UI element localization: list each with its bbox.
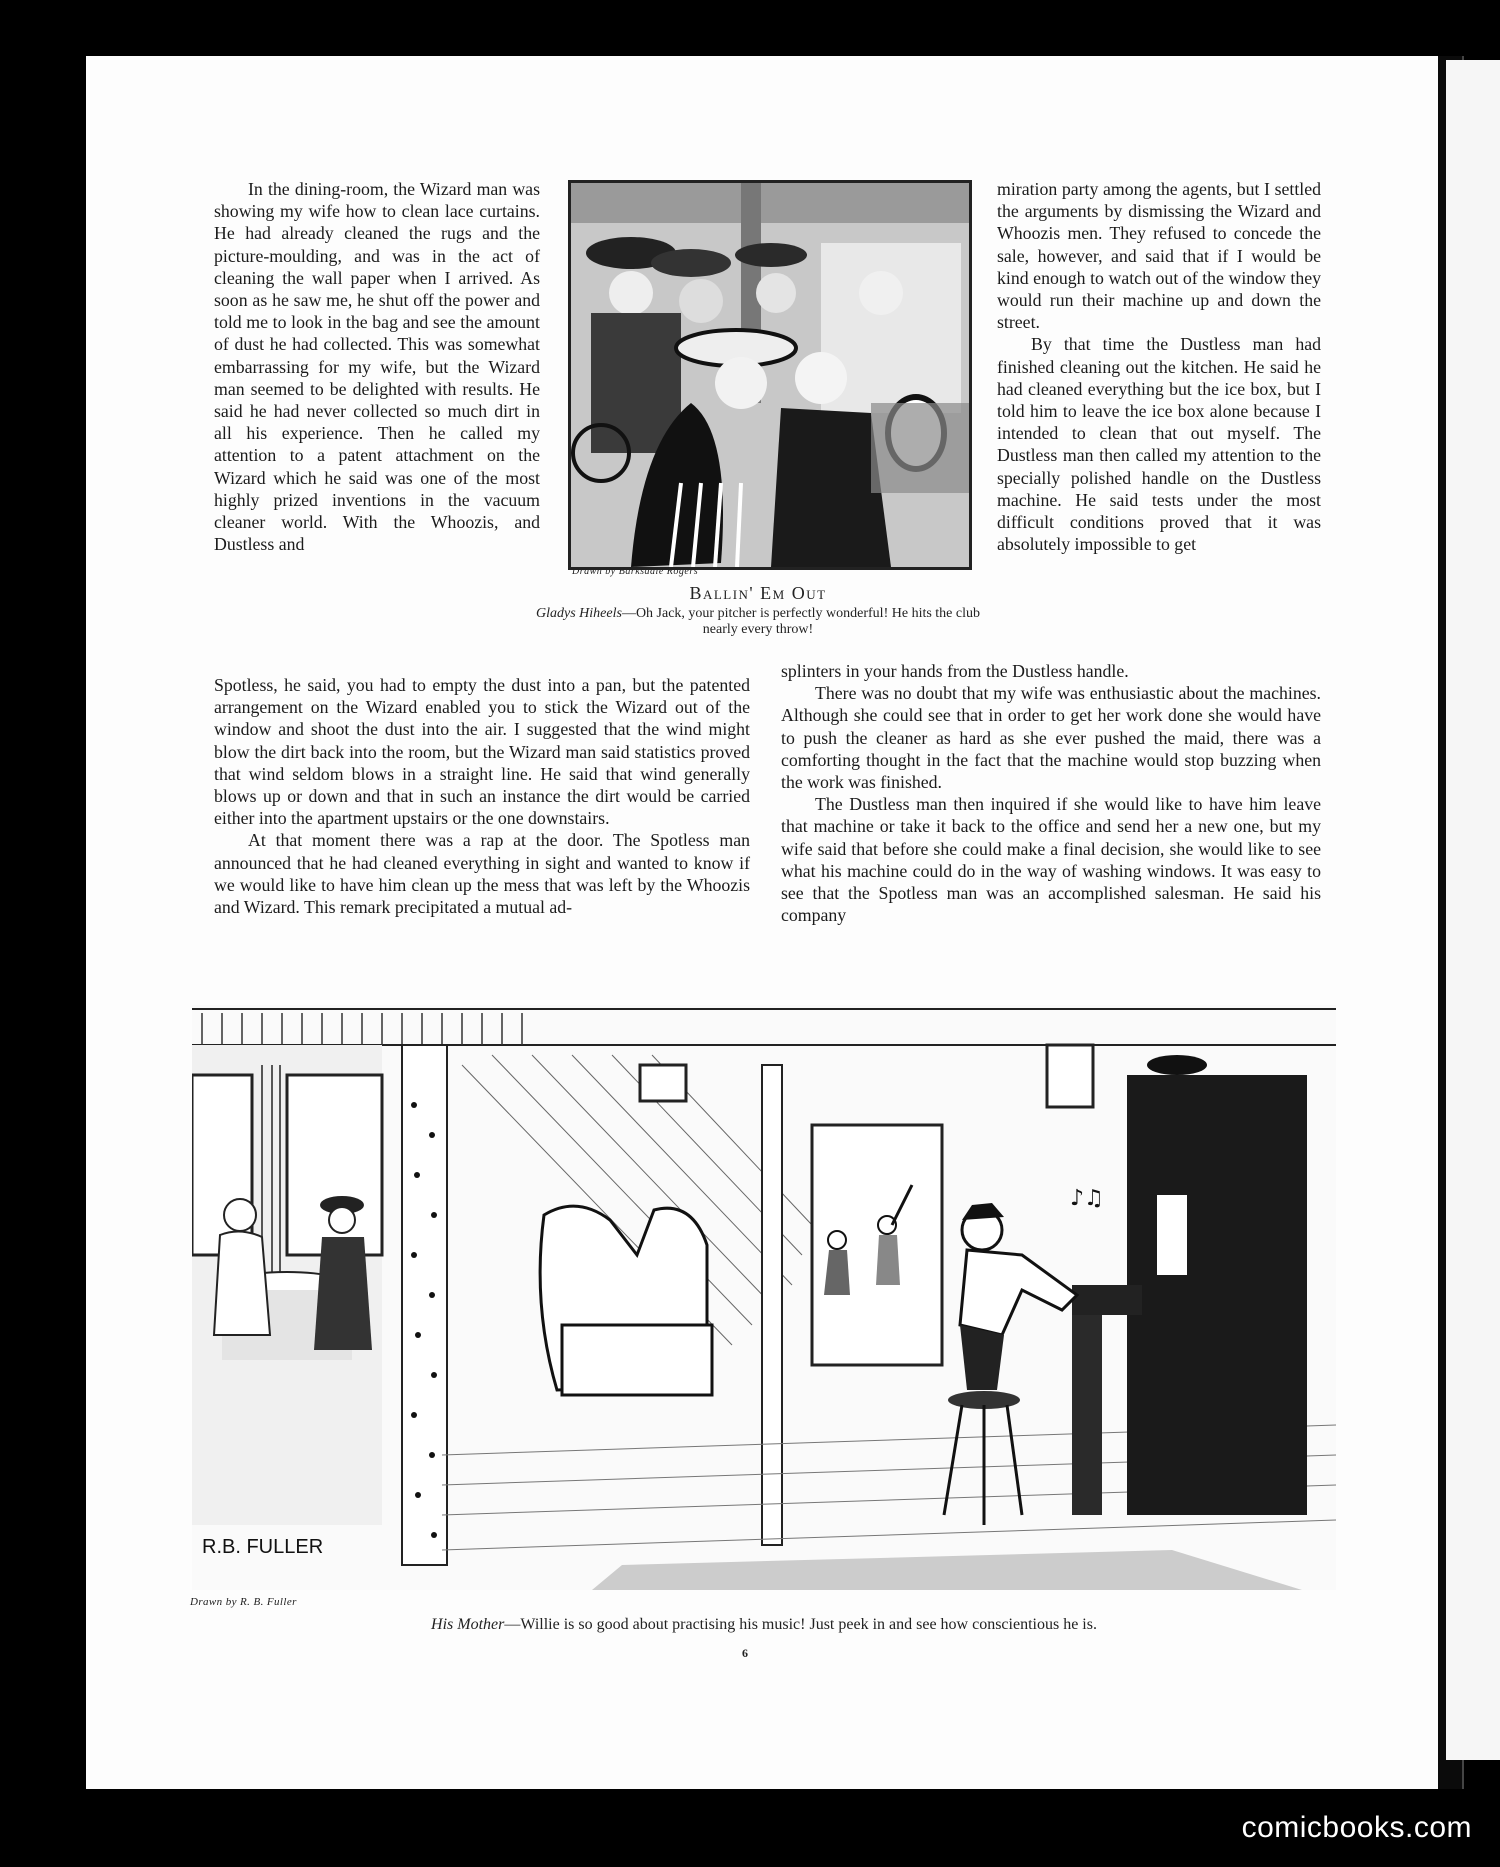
illustration-title: Ballin' Em Out <box>689 583 827 603</box>
article-column-left-bottom <box>214 674 750 918</box>
article-paragraph: At that moment there was a rap at the door. The Spotless man announced that he had cleaned everything in sight and wanted to know if we would like to have him clean up the mess that was left by the Whoozis and Wizard. This remark precipitated a mutual ad- <box>214 830 750 918</box>
crowd-drawing <box>571 183 969 567</box>
top-illustration-caption <box>528 566 988 638</box>
article-column-right-bottom <box>781 660 1321 926</box>
caption-speaker: Gladys Hiheels <box>536 606 622 621</box>
artist-signature: R.B. FULLER <box>202 1536 324 1558</box>
article-paragraph: There was no doubt that my wife was enthusiastic about the machines. Although she could see that in order to get her work done she would have to push the cleaner as hard as she ever pushed the maid, there was a comforting thought in the fact that the machine would stop buzzing when the work was finished. <box>781 683 1321 793</box>
article-paragraph: miration party among the agents, but I settled the arguments by dismissing the Wizard and Whoozis men. They refused to concede the sale, however, and said that if I would be kind enough to watch out of the window they would run their machine up and down the street. <box>997 179 1321 333</box>
bottom-illustration-caption <box>192 1616 1336 1634</box>
article-paragraph: splinters in your hands from the Dustless handle. <box>781 661 1129 681</box>
interior-drawing <box>192 1005 1336 1590</box>
illustration-credit: Drawn by R. B. Fuller <box>190 1596 297 1608</box>
article-paragraph: The Dustless man then inquired if she would like to have him leave that machine or take it back to the office and send her a new one, but my wife said that before she could make a final decision, she would like to see what his machine could do in the way of washing windows. It was easy to see that the Spotless man was an accomplished salesman. He said his company <box>781 794 1321 926</box>
site-watermark: comicbooks.com <box>1241 1811 1472 1844</box>
page-number: 6 <box>742 1646 748 1660</box>
svg-text:♪♫: ♪♫ <box>1070 1186 1104 1211</box>
illustration-caption-text <box>528 606 988 638</box>
caption-dialogue: —Oh Jack, your pitcher is perfectly wonderful! He hits the club nearly every throw! <box>621 606 980 637</box>
ballin-em-out-illustration <box>568 180 972 570</box>
piano-practice-illustration <box>192 1005 1336 1590</box>
facing-page-edge <box>1446 60 1500 1760</box>
article-paragraph: Spotless, he said, you had to empty the dust into a pan, but the patented arrangement on the Wizard enabled you to stick the Wizard out of the window and shoot the dust into the air. I suggested that the wind might blow the dirt back into the room, but the Wizard man said statistics proved that wind seldom blows in a straight line. He said that wind generally blows up or down and that in such an instance the dirt would be carried either into the apartment upstairs or the one downstairs. <box>214 675 750 829</box>
article-paragraph: In the dining-room, the Wizard man was showing my wife how to clean lace curtains. He had already cleaned the rugs and the picture-moulding, and was in the act of cleaning the wall paper when I arrived. As soon as he saw me, he shut off the power and told me to look in the bag and see the amount of dust he had collected. This was somewhat embarrassing for my wife, but the Wizard man seemed to be delighted with results. He said he had never collected so much dirt in all his experience. Then he called my attention to a patent attachment on the Wizard which he said was one of the most highly prized inventions in the vacuum cleaner world. With the Whoozis, and Dustless and <box>214 179 540 555</box>
caption-speaker: His Mother <box>431 1616 505 1633</box>
caption-dialogue: —Willie is so good about practising his music! Just peek in and see how conscientious he is. <box>504 1616 1097 1633</box>
illustration-credit: Drawn by Barksdale Rogers <box>572 566 699 577</box>
article-paragraph: By that time the Dustless man had finished cleaning out the kitchen. He said he had cleaned everything but the ice box, but I told him to leave the ice box alone because I intended to clean that out myself. The Dustless man then called my attention to the specially polished handle on the Dustless machine. He said tests under the most difficult conditions proved that it was absolutely impossible to get <box>997 334 1321 555</box>
article-column-right-top <box>997 178 1321 555</box>
article-column-left-top <box>214 178 540 555</box>
